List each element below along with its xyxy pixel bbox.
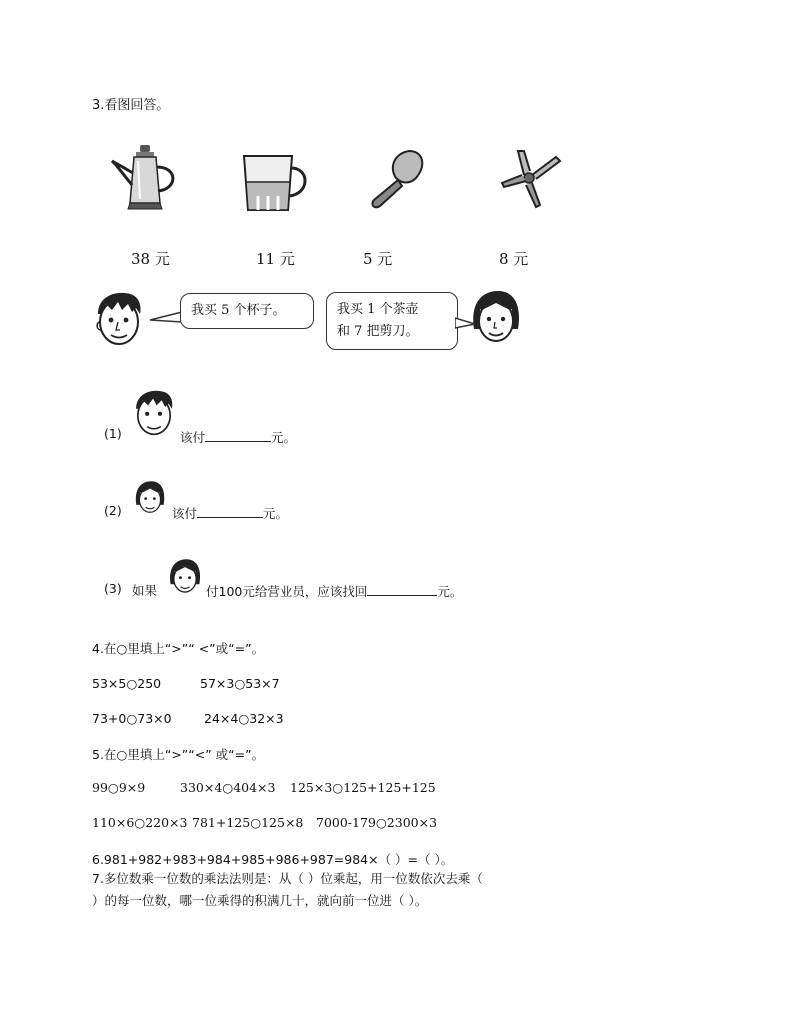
q3-sub3-if: 如果 [132, 583, 158, 598]
q3-sub3-answer-blank[interactable] [367, 581, 437, 596]
q3-sub2-pre: 该付 [172, 506, 198, 521]
q3-sub1-number: (1) [104, 426, 122, 441]
q4-row1-b: 57×3○53×7 [200, 676, 280, 691]
q3-sub3-post: 元。 [437, 584, 463, 599]
q7-line1: 7.多位数乘一位数的乘法法则是：从（ ）位乘起，用一位数依次去乘（ [92, 871, 483, 886]
boy-avatar [92, 290, 146, 348]
q5-title: 5.在○里填上“>”“<” 或“=”。 [92, 747, 265, 762]
boy-speech-bubble [180, 293, 314, 329]
q4-row2-b: 24×4○32×3 [204, 711, 284, 726]
q6-text: 6.981+982+983+984+985+986+987=984×（ ）=（ ）。 [92, 852, 454, 867]
q5-row1-a: 99○9×9 [92, 780, 146, 795]
boy-avatar-small [131, 388, 177, 438]
girl-speech-line1: 我买 1 个茶壶 [337, 302, 419, 317]
q3-sub3-number: (3) [104, 581, 122, 596]
q3-title: 3.看图回答。 [92, 98, 170, 113]
price-cup: 11 元 [256, 250, 295, 268]
girl-speech-line2: 和 7 把剪刀。 [337, 324, 419, 339]
q5-row2-b: 781+125○125×8 [192, 815, 304, 830]
boy-speech-text: 我买 5 个杯子。 [191, 303, 286, 318]
teapot-icon [108, 143, 182, 215]
q3-sub1-pre: 该付 [180, 430, 206, 445]
q3-sub2-number: (2) [104, 503, 122, 518]
q3-sub2-answer-blank[interactable] [197, 503, 263, 518]
price-teapot: 38 元 [131, 250, 170, 268]
girl-avatar-small [132, 480, 168, 516]
girl-avatar-small-2 [166, 558, 204, 596]
q3-sub1-line [180, 427, 296, 446]
q3-sub1-answer-blank[interactable] [205, 427, 271, 442]
q5-row2-c: 7000-179○2300×3 [316, 815, 438, 830]
girl-speech-bubble [326, 292, 458, 350]
q7-line2: ）的每一位数，哪一位乘得的积满几十，就向前一位进（ ）。 [92, 893, 428, 908]
q5-row1-b: 330×4○404×3 [180, 780, 276, 795]
price-scissors: 8 元 [499, 250, 529, 268]
q5-row2-a: 110×6○220×3 [92, 815, 188, 830]
trowel-icon [366, 148, 428, 212]
q4-row1-a: 53×5○250 [92, 676, 162, 691]
q3-sub3-line [206, 581, 462, 600]
q4-row2-a: 73+0○73×0 [92, 711, 172, 726]
girl-avatar [468, 289, 524, 347]
scissors-icon [496, 147, 564, 209]
q4-title: 4.在○里填上“>”“ <”或“=”。 [92, 641, 265, 656]
cup-icon [240, 152, 312, 214]
q3-sub2-line [172, 503, 288, 522]
q5-row1-c: 125×3○125+125+125 [290, 780, 436, 795]
price-trowel: 5 元 [363, 250, 393, 268]
q3-sub1-post: 元。 [271, 430, 297, 445]
q3-sub3-body: 付100元给营业员，应该找回 [206, 584, 368, 599]
q3-sub2-post: 元。 [263, 506, 289, 521]
